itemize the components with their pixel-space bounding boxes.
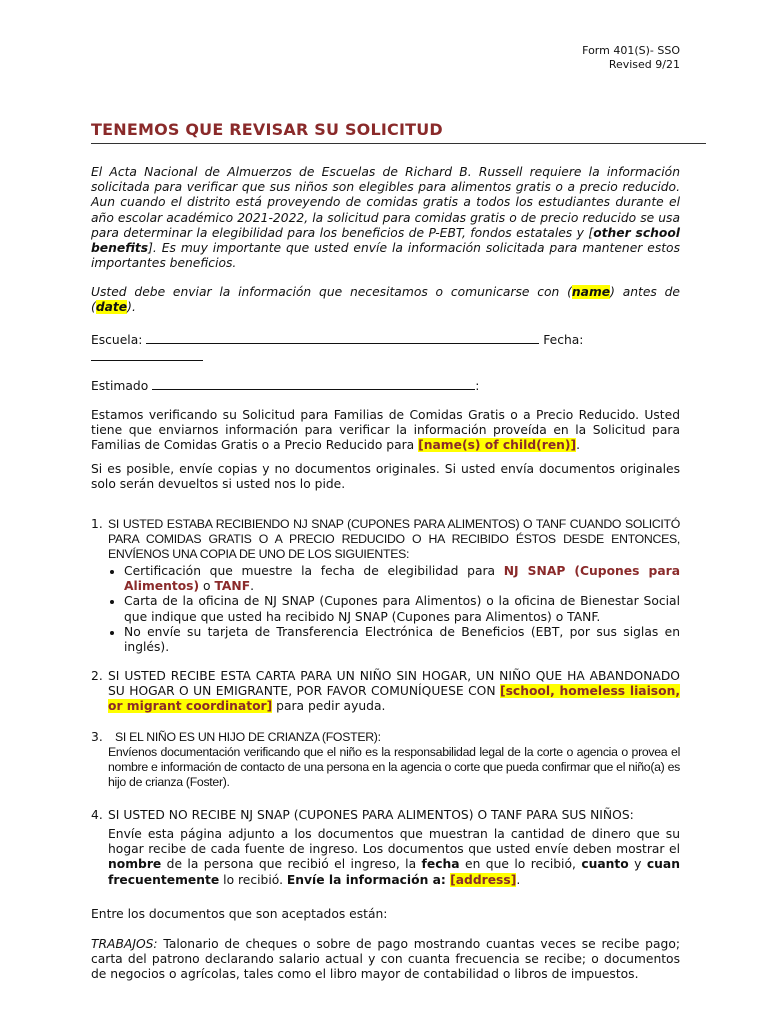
address-placeholder: [address] — [450, 872, 517, 887]
list-item: • Carta de la oficina de NJ SNAP (Cupones para Alimentos) o la oficina de Bienestar Social que indique que usted ha recibido NJ SNAP (Cupones para Alimentos) o TANF. — [124, 594, 680, 624]
name-placeholder: name — [571, 285, 611, 299]
item-number: 4. — [91, 808, 103, 822]
intro-paragraph: El Acta Nacional de Almuerzos de Escuelas de Richard B. Russell requiere la información solicitada para verificar que sus niños son elegibles para alimentos gratis o a precio reducido. Aun cuando el distrito está proveyendo de comidas gratis a todos los estudiantes durante el año escolar académico 2021-2022, la solicitud para comidas gratis o de precio reducido se usa para determinar la elegibilidad para los beneficios de P-EBT, fondos estatales y [other school benefits]. Es muy importante que usted envíe la información solicitada para mantener estos importantes beneficios. — [91, 165, 680, 271]
school-blank[interactable] — [146, 331, 539, 344]
item-number: 3. — [91, 730, 103, 744]
copies-paragraph: Si es posible, envíe copias y no documentos originales. Si usted envía documentos originales solo serán devueltos si usted nos lo pide. — [91, 462, 680, 492]
contact-placeholder: [school, homeless liaison, or migrant coordinator] — [108, 684, 680, 714]
salutation-blank[interactable] — [152, 377, 475, 390]
item-3-title: SI EL NIÑO ES UN HIJO DE CRIANZA (FOSTER): — [115, 730, 381, 744]
school-date-field: Escuela: Fecha: — [91, 331, 680, 365]
salutation-field: Estimado : — [91, 379, 480, 393]
item-number: 2. — [91, 669, 103, 683]
item-3-text: Envíenos documentación verificando que el niño es la responsabilidad legal de la corte o agencia o provea el nombre e información de contacto de una persona en la agencia o corte que pueda confirmar que el niño(a) es hijo de crianza (Foster). — [108, 745, 680, 790]
page-title: TENEMOS QUE REVISAR SU SOLICITUD — [91, 120, 706, 144]
docs-intro: Entre los documentos que son aceptados están: — [91, 907, 388, 921]
date-blank[interactable] — [91, 348, 203, 361]
date-placeholder: date — [95, 300, 128, 315]
item-1-text: SI USTED ESTABA RECIBIENDO NJ SNAP (CUPONES PARA ALIMENTOS) O TANF CUANDO SOLICITÓ PARA COMIDAS GRATIS O A PRECIO REDUCIDO O HA RECIBIDO ÉSTOS DESDE ENTONCES, ENVÍENOS UNA COPIA DE UNO DE LOS SIGUIENTES: — [108, 517, 680, 562]
trabajos-paragraph: TRABAJOS: Talonario de cheques o sobre de pago mostrando cuantas veces se recibe pago; carta del patrono declarando salario actual y con cuanta frecuencia se recibe; o documentos de negocios o agrícolas, tales como el libro mayor de contabilidad o libros de impuestos. — [91, 937, 680, 982]
item-4-text: Envíe esta página adjunto a los documentos que muestran la cantidad de dinero que su hogar recibe de cada fuente de ingreso. Los documentos que usted envíe deben mostrar el nombre de la persona que recibió el ingreso, la fecha en que lo recibió, cuanto y cuan frecuentemente lo recibió. Envíe la información a: [address]. — [108, 827, 680, 887]
item-4-title: SI USTED NO RECIBE NJ SNAP (CUPONES PARA ALIMENTOS) O TANF PARA SUS NIÑOS: — [108, 808, 634, 822]
form-number: Form 401(S)- SSO Revised 9/21 — [582, 44, 680, 71]
verify-paragraph: Estamos verificando su Solicitud para Familias de Comidas Gratis o a Precio Reducido. Usted tiene que enviarnos información para verificar la información proveída en la Solicitud para Familias de Comidas Gratis o a Precio Reducido para [name(s) of child(ren)]. — [91, 408, 680, 453]
item-2-text: SI USTED RECIBE ESTA CARTA PARA UN NIÑO SIN HOGAR, UN NIÑO QUE HA ABANDONADO SU HOGAR O UN EMIGRANTE, POR FAVOR COMUNÍQUESE CON [school, homeless liaison, or migrant coordinator] para pedir ayuda. — [108, 669, 680, 714]
deadline-paragraph: Usted debe enviar la información que necesitamos o comunicarse con (name) antes de (date). — [91, 285, 680, 315]
item-1-bullets — [108, 564, 680, 655]
children-placeholder: [name(s) of child(ren)] — [418, 438, 577, 453]
list-item: • No envíe su tarjeta de Transferencia Electrónica de Beneficios (EBT, por sus siglas en inglés). — [124, 625, 680, 655]
item-number: 1. — [91, 517, 103, 531]
list-item: • Certificación que muestre la fecha de elegibilidad para NJ SNAP (Cupones para Alimentos) o TANF. — [124, 564, 680, 594]
